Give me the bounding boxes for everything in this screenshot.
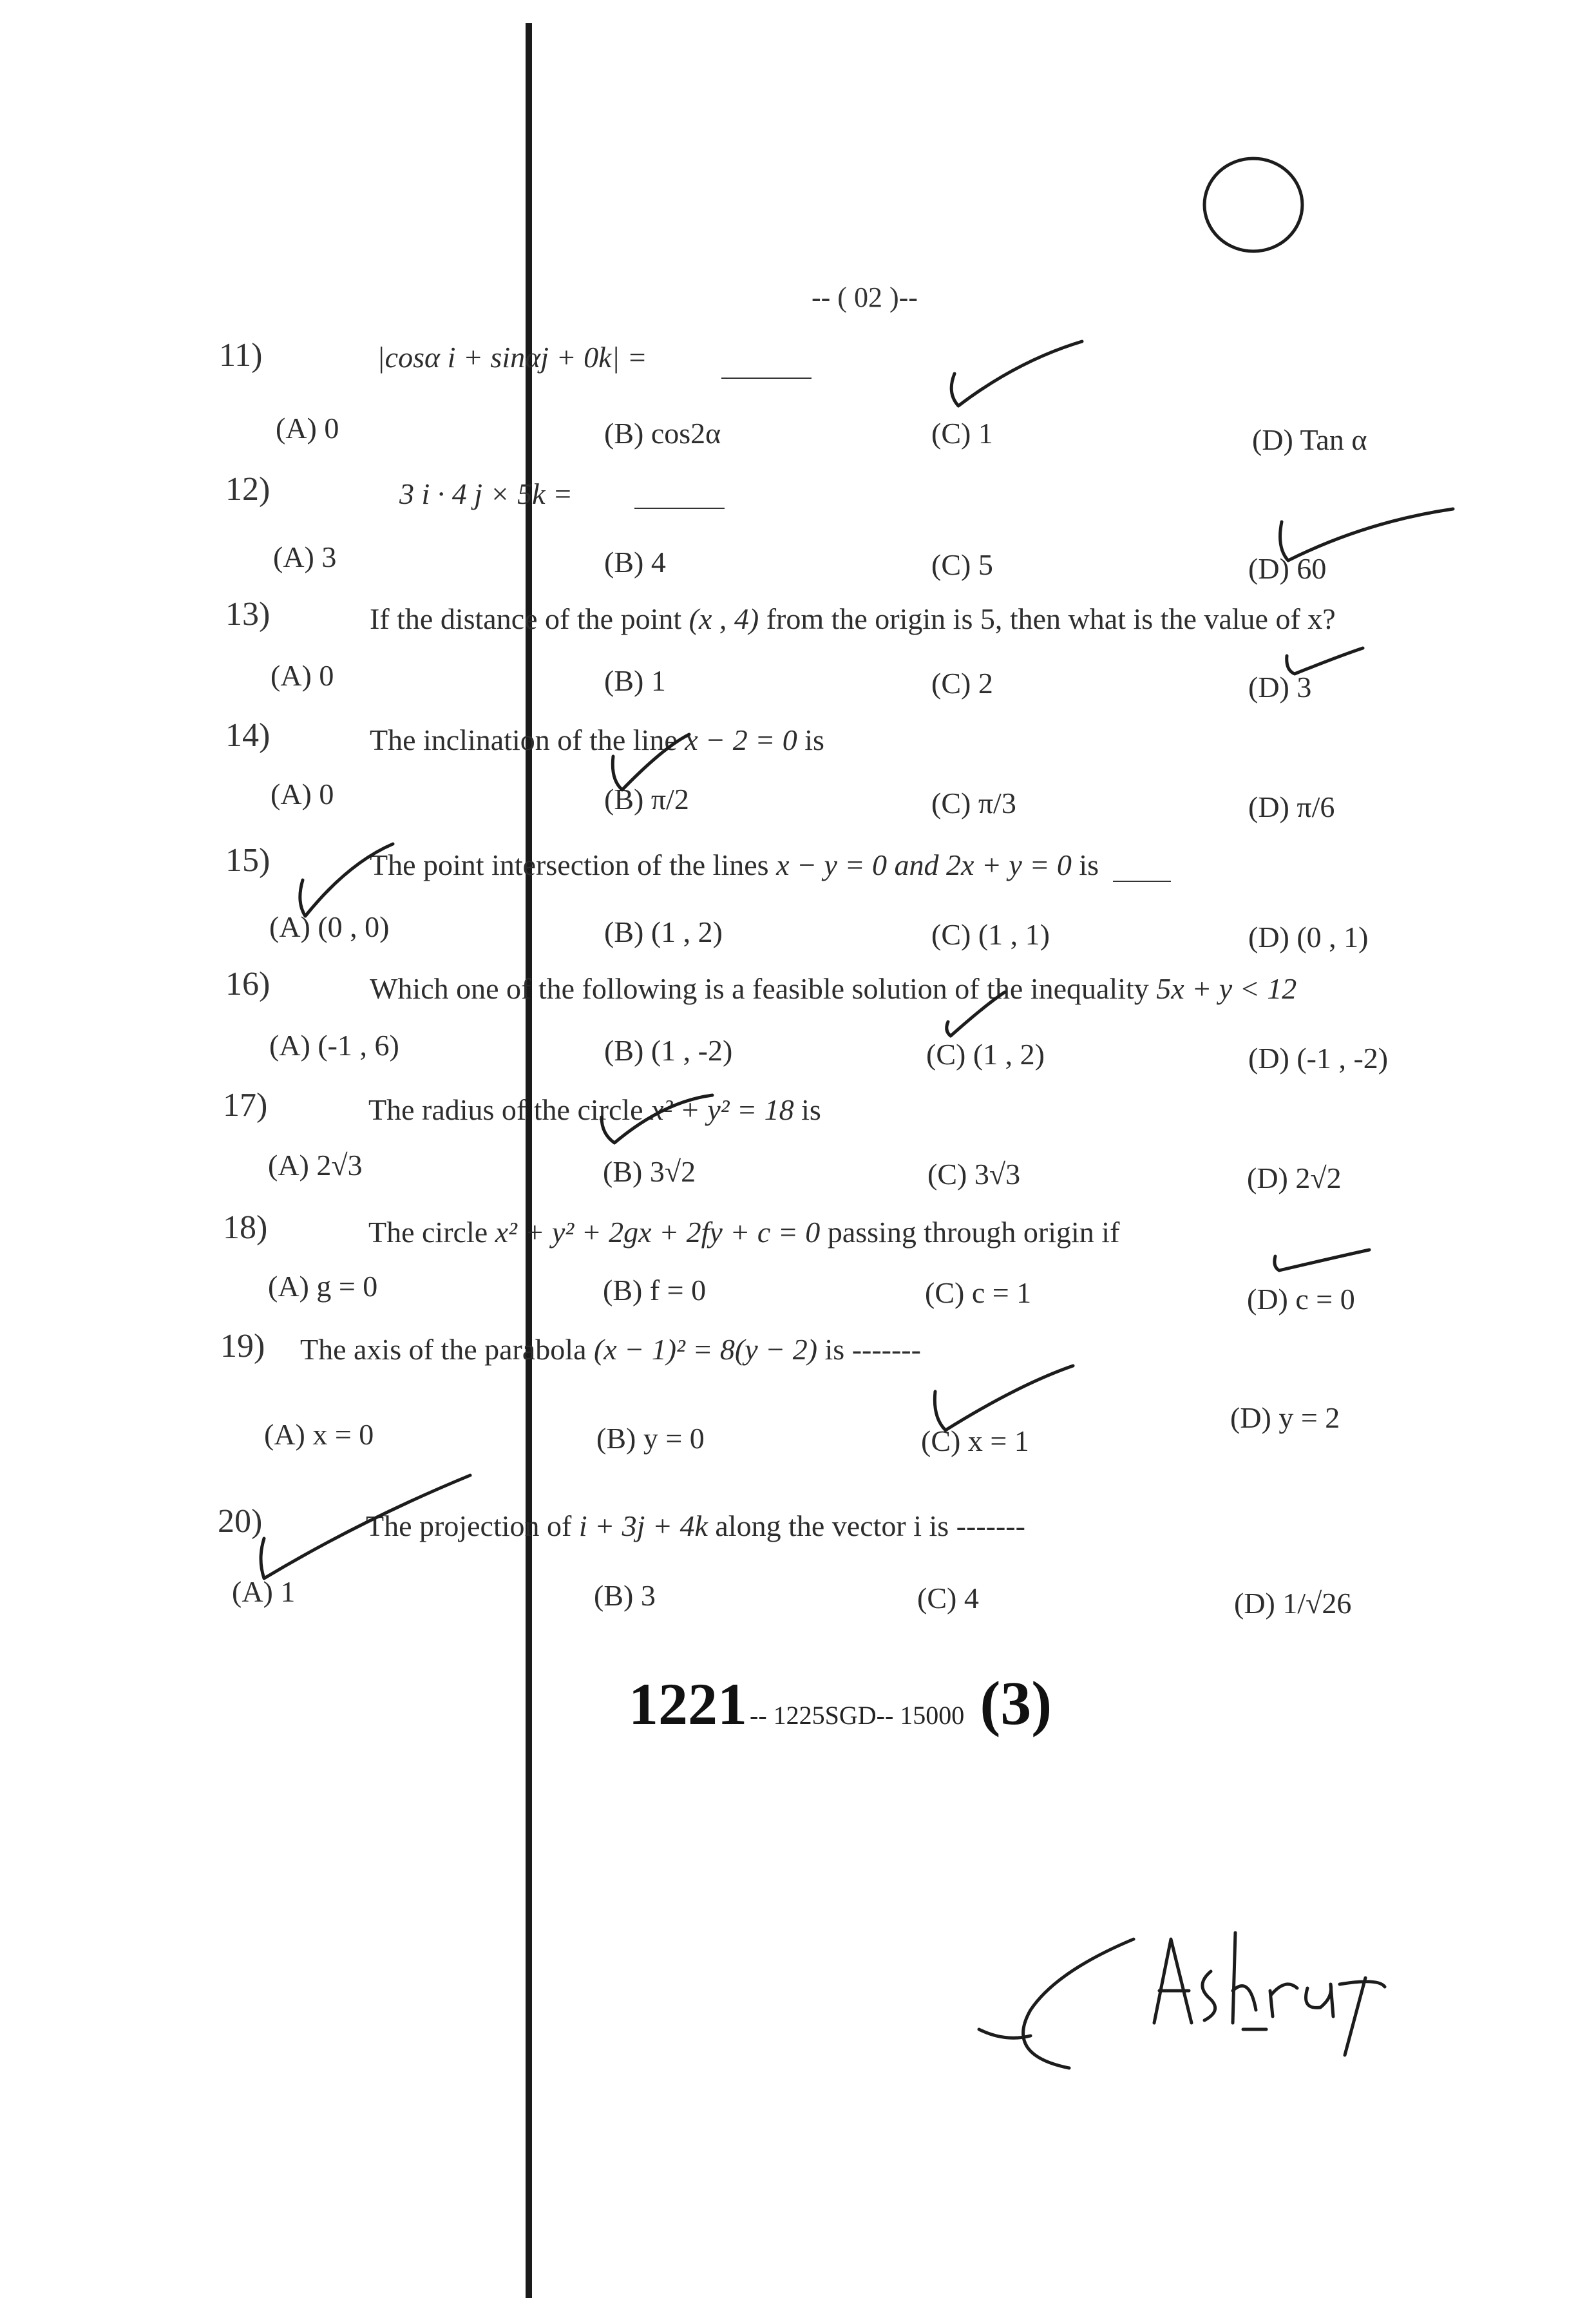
- question-stem-16: [370, 972, 1297, 1006]
- signature-letter-a2-icon: [1306, 1984, 1334, 2016]
- question-stem-13-math: (x , 4): [689, 602, 759, 635]
- option-a-16: (A) (-1 , 6): [269, 1029, 399, 1062]
- question-number-20: 20): [218, 1503, 263, 1540]
- option-b-11: (B) cos2α: [604, 417, 721, 450]
- option-a-11: (A) 0: [276, 412, 339, 445]
- question-stem-12: 3 i · 4 j × 5k =: [399, 477, 573, 510]
- question-stem-15: [370, 848, 1171, 882]
- signature-stroke-icon: [1023, 1939, 1134, 2068]
- question-stem-13-before: If the distance of the point: [370, 602, 682, 635]
- answer-blank-12: [634, 483, 725, 509]
- signature-tick-icon: [979, 2029, 1031, 2038]
- option-d-14: (D) π/6: [1248, 790, 1335, 823]
- question-stem-20-after: along the vector i is -------: [715, 1509, 1025, 1542]
- option-b-14: (B) π/2: [604, 783, 689, 816]
- option-a-15: (A) (0 , 0): [269, 910, 390, 943]
- circled-page-mark-icon: [1204, 158, 1302, 251]
- option-c-14: (C) π/3: [931, 787, 1016, 819]
- option-b-12: (B) 4: [604, 546, 666, 579]
- question-stem-16-before: Which one of the following is a feasible solution of the inequality: [370, 972, 1149, 1005]
- option-b-19: (B) y = 0: [596, 1422, 705, 1455]
- option-d-17: (D) 2√2: [1247, 1162, 1342, 1194]
- option-a-17: (A) 2√3: [268, 1149, 363, 1182]
- question-stem-18: [368, 1215, 1119, 1249]
- option-a-13: (A) 0: [271, 659, 334, 692]
- question-number-16: 16): [225, 966, 271, 1002]
- question-number-19: 19): [220, 1328, 265, 1364]
- question-stem-17-after: is: [801, 1093, 821, 1126]
- question-stem-14-after: is: [804, 723, 824, 756]
- signature-letter-s-icon: [1202, 1971, 1215, 2020]
- question-stem-19-math: (x − 1)² = 8(y − 2): [593, 1333, 818, 1366]
- question-stem-18-after: passing through origin if: [827, 1216, 1120, 1249]
- option-d-13: (D) 3: [1248, 671, 1312, 704]
- signature-letter-r-icon: [1270, 1984, 1297, 2016]
- footer-code-mid: -- 1225SGD-- 15000: [750, 1701, 965, 1730]
- question-number-17: 17): [223, 1087, 268, 1124]
- option-c-11: (C) 1: [931, 417, 993, 450]
- question-stem-15-math: x − y = 0 and 2x + y = 0: [776, 848, 1072, 881]
- question-stem-19-after: is -------: [824, 1333, 921, 1366]
- option-b-16: (B) (1 , -2): [604, 1034, 733, 1067]
- option-d-16: (D) (-1 , -2): [1248, 1042, 1389, 1075]
- question-stem-20: [366, 1509, 1025, 1543]
- signature-letter-a-icon: [1154, 1939, 1192, 2023]
- footer-code-big: 1221: [629, 1671, 747, 1737]
- footer-paper-number: (3): [980, 1669, 1052, 1738]
- question-number-18: 18): [223, 1209, 268, 1246]
- option-c-15: (C) (1 , 1): [931, 918, 1050, 951]
- question-stem-18-before: The circle: [368, 1216, 488, 1249]
- question-number-15: 15): [225, 842, 271, 879]
- question-stem-20-math: i + 3j + 4k: [578, 1509, 708, 1542]
- question-number-14: 14): [225, 717, 271, 754]
- option-c-12: (C) 5: [931, 548, 993, 581]
- answer-blank-11: [721, 353, 812, 379]
- option-c-18: (C) c = 1: [925, 1276, 1032, 1309]
- question-number-12: 12): [225, 471, 271, 508]
- answer-blank-15: [1113, 856, 1171, 882]
- option-a-18: (A) g = 0: [268, 1270, 378, 1303]
- option-a-14: (A) 0: [271, 778, 334, 810]
- footer-code: [629, 1667, 1052, 1739]
- question-stem-18-math: x² + y² + 2gx + 2fy + c = 0: [495, 1216, 821, 1249]
- question-stem-19-before: The axis of the parabola: [300, 1333, 587, 1366]
- question-stem-17-before: The radius of the circle: [368, 1093, 643, 1126]
- question-stem-15-before: The point intersection of the lines: [370, 848, 769, 881]
- option-a-12: (A) 3: [273, 541, 337, 573]
- option-a-20: (A) 1: [232, 1575, 296, 1608]
- question-stem-17-math: x² + y² = 18: [651, 1093, 794, 1126]
- question-number-11: 11): [219, 337, 263, 374]
- option-d-12: (D) 60: [1248, 552, 1327, 585]
- page-number: -- ( 02 )--: [812, 282, 918, 313]
- option-d-15: (D) (0 , 1): [1248, 921, 1369, 953]
- signature-letter-f-icon: [1340, 1978, 1385, 2055]
- question-stem-15-after: is: [1079, 848, 1099, 881]
- question-stem-13-after: from the origin is 5, then what is the value of x?: [766, 602, 1336, 635]
- option-d-19: (D) y = 2: [1230, 1401, 1340, 1434]
- option-b-20: (B) 3: [594, 1579, 656, 1612]
- checkmark-icon-18: [1275, 1250, 1369, 1270]
- question-stem-16-math: 5x + y < 12: [1156, 972, 1297, 1005]
- option-c-13: (C) 2: [931, 667, 993, 700]
- option-d-18: (D) c = 0: [1247, 1283, 1355, 1316]
- question-stem-13: [370, 602, 1336, 636]
- question-stem-11: |cosα i + sinαj + 0k| =: [377, 341, 647, 374]
- question-stem-14-math: x − 2 = 0: [685, 723, 797, 756]
- option-b-13: (B) 1: [604, 664, 666, 697]
- question-stem-14: [370, 723, 824, 757]
- question-stem-17: [368, 1093, 821, 1127]
- option-b-17: (B) 3√2: [603, 1155, 696, 1188]
- option-c-20: (C) 4: [917, 1582, 979, 1614]
- question-number-13: 13): [225, 596, 271, 633]
- option-b-15: (B) (1 , 2): [604, 915, 723, 948]
- checkmark-icon-19: [935, 1366, 1073, 1430]
- option-a-19: (A) x = 0: [264, 1418, 374, 1451]
- option-d-20: (D) 1/√26: [1234, 1587, 1352, 1620]
- question-stem-19: [300, 1332, 921, 1366]
- option-c-19: (C) x = 1: [921, 1424, 1029, 1457]
- option-b-18: (B) f = 0: [603, 1274, 707, 1307]
- question-stem-14-before: The inclination of the line: [370, 723, 678, 756]
- option-c-17: (C) 3√3: [927, 1158, 1021, 1191]
- checkmark-icon-11: [951, 341, 1082, 406]
- signature-letter-h-icon: [1233, 1933, 1256, 2023]
- option-c-16: (C) (1 , 2): [926, 1038, 1045, 1071]
- question-stem-20-before: The projection of: [366, 1509, 572, 1542]
- option-d-11: (D) Tan α: [1252, 423, 1367, 456]
